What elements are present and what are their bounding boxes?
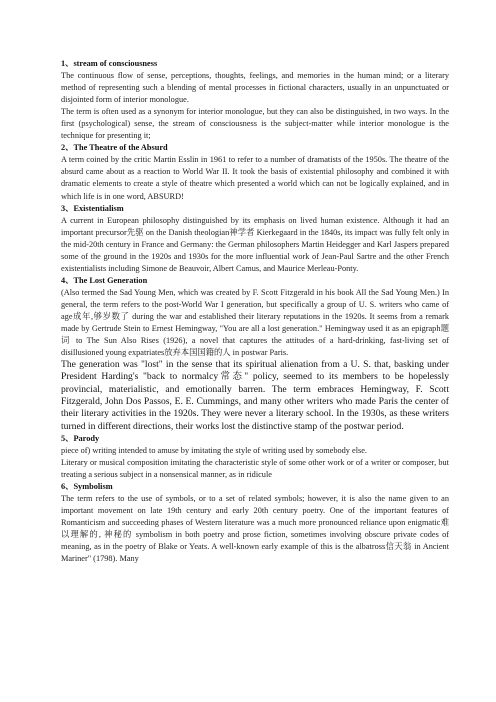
section-paragraph: The continuous flow of sense, perceptions, thoughts, feelings, and memories in the human mind; or a literary method of representing such a blending of mental processes in fictional characters, usually in an unpunctuated or disjointed form of interior monologue. — [61, 71, 449, 105]
section-paragraph: (Also termed the Sad Young Men, which was created by F. Scott Fitzgerald in his book All the Sad Young Men.) In general, the term refers to the post-World War I generation, but specifically a group of U. S. writers who came of age成年,够岁数了 during the war and established their literary reputations in the 1920s. It seems from a remark made by Gertrude Stein to Ernest Hemingway, "You are all a lost generation." Hemingway used it as an epigraph题词 to The Sun Also Rises (1926), a novel that captures the attitudes of a hard-drinking, fast-living set of disillusioned young expatriates放弃本国国籍的人 in postwar Paris. — [61, 287, 449, 358]
section-heading-5: 5、Parody — [61, 433, 100, 443]
section-heading-1: 1、stream of consciousness — [61, 59, 158, 68]
section-paragraph: The term refers to the use of symbols, or to a set of related symbols; however, it is also the name given to an important movement on late 19th century and early 20th century poetry. One of the important features of Romanticism and succeeding phases of Western literature was a much more pronounced reliance upon enigmatic难以理解的, 神秘的 symbolism in both poetry and prose fiction, sometimes involving obscure private codes of meaning, as in the poetry of Blake or Yeats. A well-known early example of this is the albatross信天翁 in Ancient Mariner" (1798). Many — [61, 494, 449, 564]
section-paragraph: A term coined by the critic Martin Esslin in 1961 to refer to a number of dramatists of the 1950s. The theatre of the absurd came about as a reaction to World War II. It took the basis of existential philosophy and combined it with dramatic elements to create a style of theatre which presented a world which can not be logically explained, and in which life is in one word, ABSURD! — [61, 155, 449, 201]
document-body — [61, 58, 449, 565]
section-heading-6: 6、Symbolism — [61, 482, 113, 492]
section-paragraph: piece of) writing intended to amuse by imitating the style of writing used by somebody else. — [61, 446, 368, 455]
section-paragraph: A current in European philosophy distinguished by its emphasis on lived human existence. Although it had an important precursor先驱 on the Danish theologian神学者 Kierkegaard in the 1840s, its impact was fully felt only in the mid-20th century in France and Germany: the German philosophers Martin Heidegger and Karl Jaspers prepared some of the ground in the 1920s and 1930s for the more influential work of Jean-Paul Sartre and the other French existentialists including Simone de Beauvoir, Albert Camus, and Maurice Merleau-Ponty. — [61, 215, 449, 273]
section-paragraph-large: The generation was "lost" in the sense that its spiritual alienation from a U. S. that, basking under President Harding's "back to normalcy常态" policy, seemed to its members to be hopelessly provincial, materialistic, and emotionally barren. The term embraces Hemingway, F. Scott Fitzgerald, John Dos Passos, E. E. Cummings, and many other writers who made Paris the center of their literary activities in the 1920s. They were never a literary school. In the 1930s, as these writers turned in different directions, their works lost the distinctive stamp of the postwar period. — [61, 359, 449, 432]
section-heading-3: 3、Existentialism — [61, 203, 124, 213]
section-paragraph: The term is often used as a synonym for interior monologue, but they can also be distinguished, in two ways. In the first (psychological) sense, the stream of consciousness is the subject-matter while interior monologue is the technique for presenting it; — [61, 107, 449, 141]
section-heading-2: 2、The Theatre of the Absurd — [61, 143, 168, 153]
section-paragraph: Literary or musical composition imitating the characteristic style of some other work or of a writer or composer, but treating a serious subject in a nonsensical manner, as in ridicule — [61, 458, 449, 480]
section-heading-4: 4、The Lost Generation — [61, 275, 148, 285]
